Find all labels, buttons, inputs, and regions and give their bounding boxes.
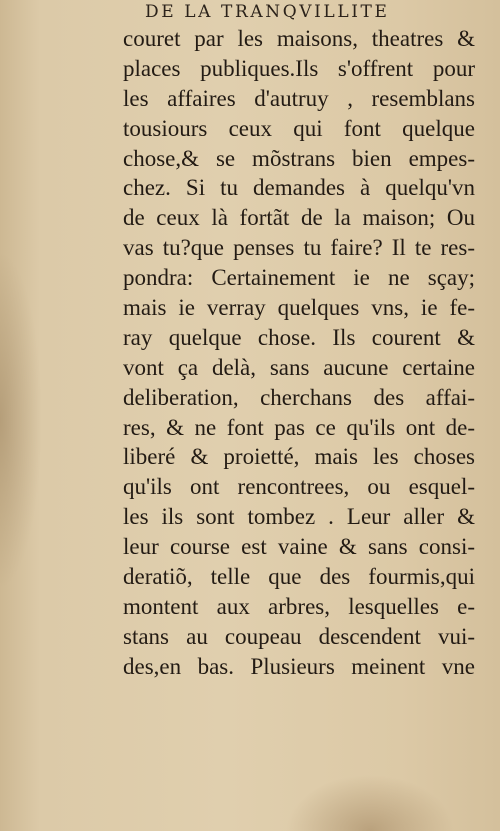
text-line: pondra: Certainement ie ne sçay; (123, 265, 475, 291)
body-text (123, 24, 475, 682)
text-line: les affaires d'autruy , resemblans (123, 85, 475, 111)
running-head: DE LA TRANQVILLITE (145, 2, 390, 22)
text-line: tousiours ceux qui font quelque (123, 115, 475, 141)
text-line: deliberation, cherchans des affai- (123, 384, 475, 410)
text-line: vont ça delà, sans aucune certaine (123, 354, 475, 380)
text-line: ray quelque chose. Ils courent & (123, 324, 475, 350)
text-line: les ils sont tombez . Leur aller & (123, 504, 475, 530)
text-line: vas tu?que penses tu faire? Il te res- (123, 235, 475, 261)
text-line: liberé & proietté, mais les choses (123, 444, 475, 470)
text-line: qu'ils ont rencontrees, ou esquel- (123, 474, 475, 500)
text-line: chose,& se mõstrans bien empes- (123, 145, 475, 171)
text-line: res, & ne font pas ce qu'ils ont de- (123, 414, 475, 440)
text-line: chez. Si tu demandes à quelqu'vn (123, 175, 475, 201)
text-line: places publiques.Ils s'offrent pour (123, 55, 475, 81)
text-line: mais ie verray quelques vns, ie fe- (123, 295, 475, 321)
text-line: de ceux là fortãt de la maison; Ou (123, 205, 475, 231)
text-line: montent aux arbres, lesquelles e- (123, 593, 475, 619)
text-line: stans au coupeau descendent vui- (123, 623, 475, 649)
text-line: leur course est vaine & sans consi- (123, 534, 475, 560)
text-line: couret par les maisons, theatres & (123, 26, 475, 51)
text-line: deratiõ, telle que des fourmis,qui (123, 564, 475, 590)
text-line: des,en bas. Plusieurs meinent vne (123, 653, 475, 679)
